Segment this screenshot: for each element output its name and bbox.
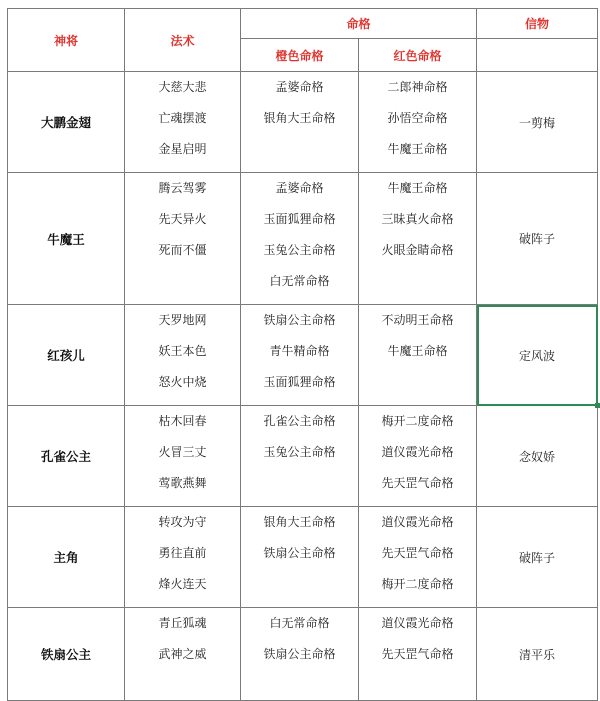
hero-build-table	[7, 8, 598, 701]
red-fate-cell[interactable]	[359, 173, 477, 305]
red-fate-item: 先天罡气命格	[381, 546, 454, 560]
table-row	[8, 406, 598, 507]
orange-fate-cell[interactable]	[241, 72, 359, 173]
spell-item: 亡魂摆渡	[158, 111, 207, 125]
spells-cell[interactable]	[125, 608, 241, 701]
red-fate-item: 梅开二度命格	[381, 577, 454, 591]
table-row	[8, 305, 598, 406]
spell-item: 枯木回春	[158, 414, 207, 428]
hero-cell[interactable]: 牛魔王	[8, 173, 125, 305]
orange-fate-item: 玉兔公主命格	[263, 445, 336, 459]
orange-fate-cell[interactable]	[241, 305, 359, 406]
orange-fate-cell[interactable]	[241, 173, 359, 305]
red-fate-cell[interactable]	[359, 72, 477, 173]
token-cell[interactable]: 一剪梅	[477, 72, 598, 173]
red-fate-cell[interactable]	[359, 608, 477, 701]
fill-handle[interactable]	[595, 403, 600, 408]
header-token[interactable]: 信物	[477, 9, 598, 39]
header-red-fate[interactable]: 红色命格	[359, 39, 477, 72]
spell-item: 武神之威	[158, 647, 207, 661]
orange-fate-cell[interactable]	[241, 406, 359, 507]
orange-fate-item: 铁扇公主命格	[263, 313, 336, 327]
hero-cell[interactable]: 大鹏金翅	[8, 72, 125, 173]
token-cell[interactable]: 破阵子	[477, 173, 598, 305]
orange-fate-item: 孔雀公主命格	[263, 414, 336, 428]
red-fate-item: 道仪霞光命格	[381, 445, 454, 459]
spell-item: 妖王本色	[158, 344, 207, 358]
spell-item: 火冒三丈	[158, 445, 207, 459]
token-cell[interactable]: 清平乐	[477, 608, 598, 701]
red-fate-item: 牛魔王命格	[387, 142, 448, 156]
spell-item: 死而不僵	[158, 243, 207, 257]
token-cell[interactable]: 念奴娇	[477, 406, 598, 507]
red-fate-item: 火眼金睛命格	[381, 243, 454, 257]
red-fate-item: 先天罡气命格	[381, 476, 454, 490]
hero-cell[interactable]: 铁扇公主	[8, 608, 125, 701]
orange-fate-item: 银角大王命格	[263, 515, 336, 529]
table-row	[8, 608, 598, 701]
red-fate-cell[interactable]	[359, 305, 477, 406]
red-fate-item: 不动明王命格	[381, 313, 454, 327]
table-row	[8, 72, 598, 173]
red-fate-item: 道仪霞光命格	[381, 515, 454, 529]
orange-fate-item: 白无常命格	[269, 274, 330, 288]
red-fate-item: 先天罡气命格	[381, 647, 454, 661]
table-row	[8, 173, 598, 305]
hero-cell[interactable]: 主角	[8, 507, 125, 608]
orange-fate-item: 铁扇公主命格	[263, 546, 336, 560]
spell-item: 青丘狐魂	[158, 616, 207, 630]
spells-cell[interactable]	[125, 406, 241, 507]
spell-item: 烽火连天	[158, 577, 207, 591]
red-fate-item: 道仪霞光命格	[381, 616, 454, 630]
orange-fate-item: 玉兔公主命格	[263, 243, 336, 257]
orange-fate-item: 铁扇公主命格	[263, 647, 336, 661]
spell-item: 勇往直前	[158, 546, 207, 560]
red-fate-item: 二郎神命格	[387, 80, 448, 94]
spells-cell[interactable]	[125, 305, 241, 406]
orange-fate-cell[interactable]	[241, 507, 359, 608]
spells-cell[interactable]	[125, 173, 241, 305]
orange-fate-item: 玉面狐狸命格	[263, 375, 336, 389]
spell-item: 莺歌燕舞	[158, 476, 207, 490]
orange-fate-item: 孟婆命格	[275, 80, 324, 94]
orange-fate-item: 银角大王命格	[263, 111, 336, 125]
orange-fate-item: 玉面狐狸命格	[263, 212, 336, 226]
hero-cell[interactable]: 孔雀公主	[8, 406, 125, 507]
hero-cell[interactable]: 红孩儿	[8, 305, 125, 406]
red-fate-item: 梅开二度命格	[381, 414, 454, 428]
red-fate-cell[interactable]	[359, 406, 477, 507]
red-fate-cell[interactable]	[359, 507, 477, 608]
red-fate-item: 三昧真火命格	[381, 212, 454, 226]
spell-item: 怒火中烧	[158, 375, 207, 389]
spell-item: 大慈大悲	[158, 80, 207, 94]
spells-cell[interactable]	[125, 72, 241, 173]
token-cell-selected[interactable]	[477, 305, 598, 406]
header-orange-fate[interactable]: 橙色命格	[241, 39, 359, 72]
spell-item: 金星启明	[158, 142, 207, 156]
header-hero[interactable]: 神将	[8, 9, 125, 72]
red-fate-item: 牛魔王命格	[387, 344, 448, 358]
spell-item: 天罗地网	[158, 313, 207, 327]
table-row	[8, 507, 598, 608]
orange-fate-item: 白无常命格	[269, 616, 330, 630]
spells-cell[interactable]	[125, 507, 241, 608]
header-fate[interactable]: 命格	[241, 9, 477, 39]
red-fate-item: 孙悟空命格	[387, 111, 448, 125]
header-spells[interactable]: 法术	[125, 9, 241, 72]
token-text: 定风波	[519, 348, 556, 363]
spell-item: 腾云驾雾	[158, 181, 207, 195]
orange-fate-item: 孟婆命格	[275, 181, 324, 195]
spell-item: 转攻为守	[158, 515, 207, 529]
spell-item: 先天异火	[158, 212, 207, 226]
red-fate-item: 牛魔王命格	[387, 181, 448, 195]
token-cell[interactable]: 破阵子	[477, 507, 598, 608]
header-token-blank-cell[interactable]	[477, 39, 598, 72]
orange-fate-item: 青牛精命格	[269, 344, 330, 358]
orange-fate-cell[interactable]	[241, 608, 359, 701]
